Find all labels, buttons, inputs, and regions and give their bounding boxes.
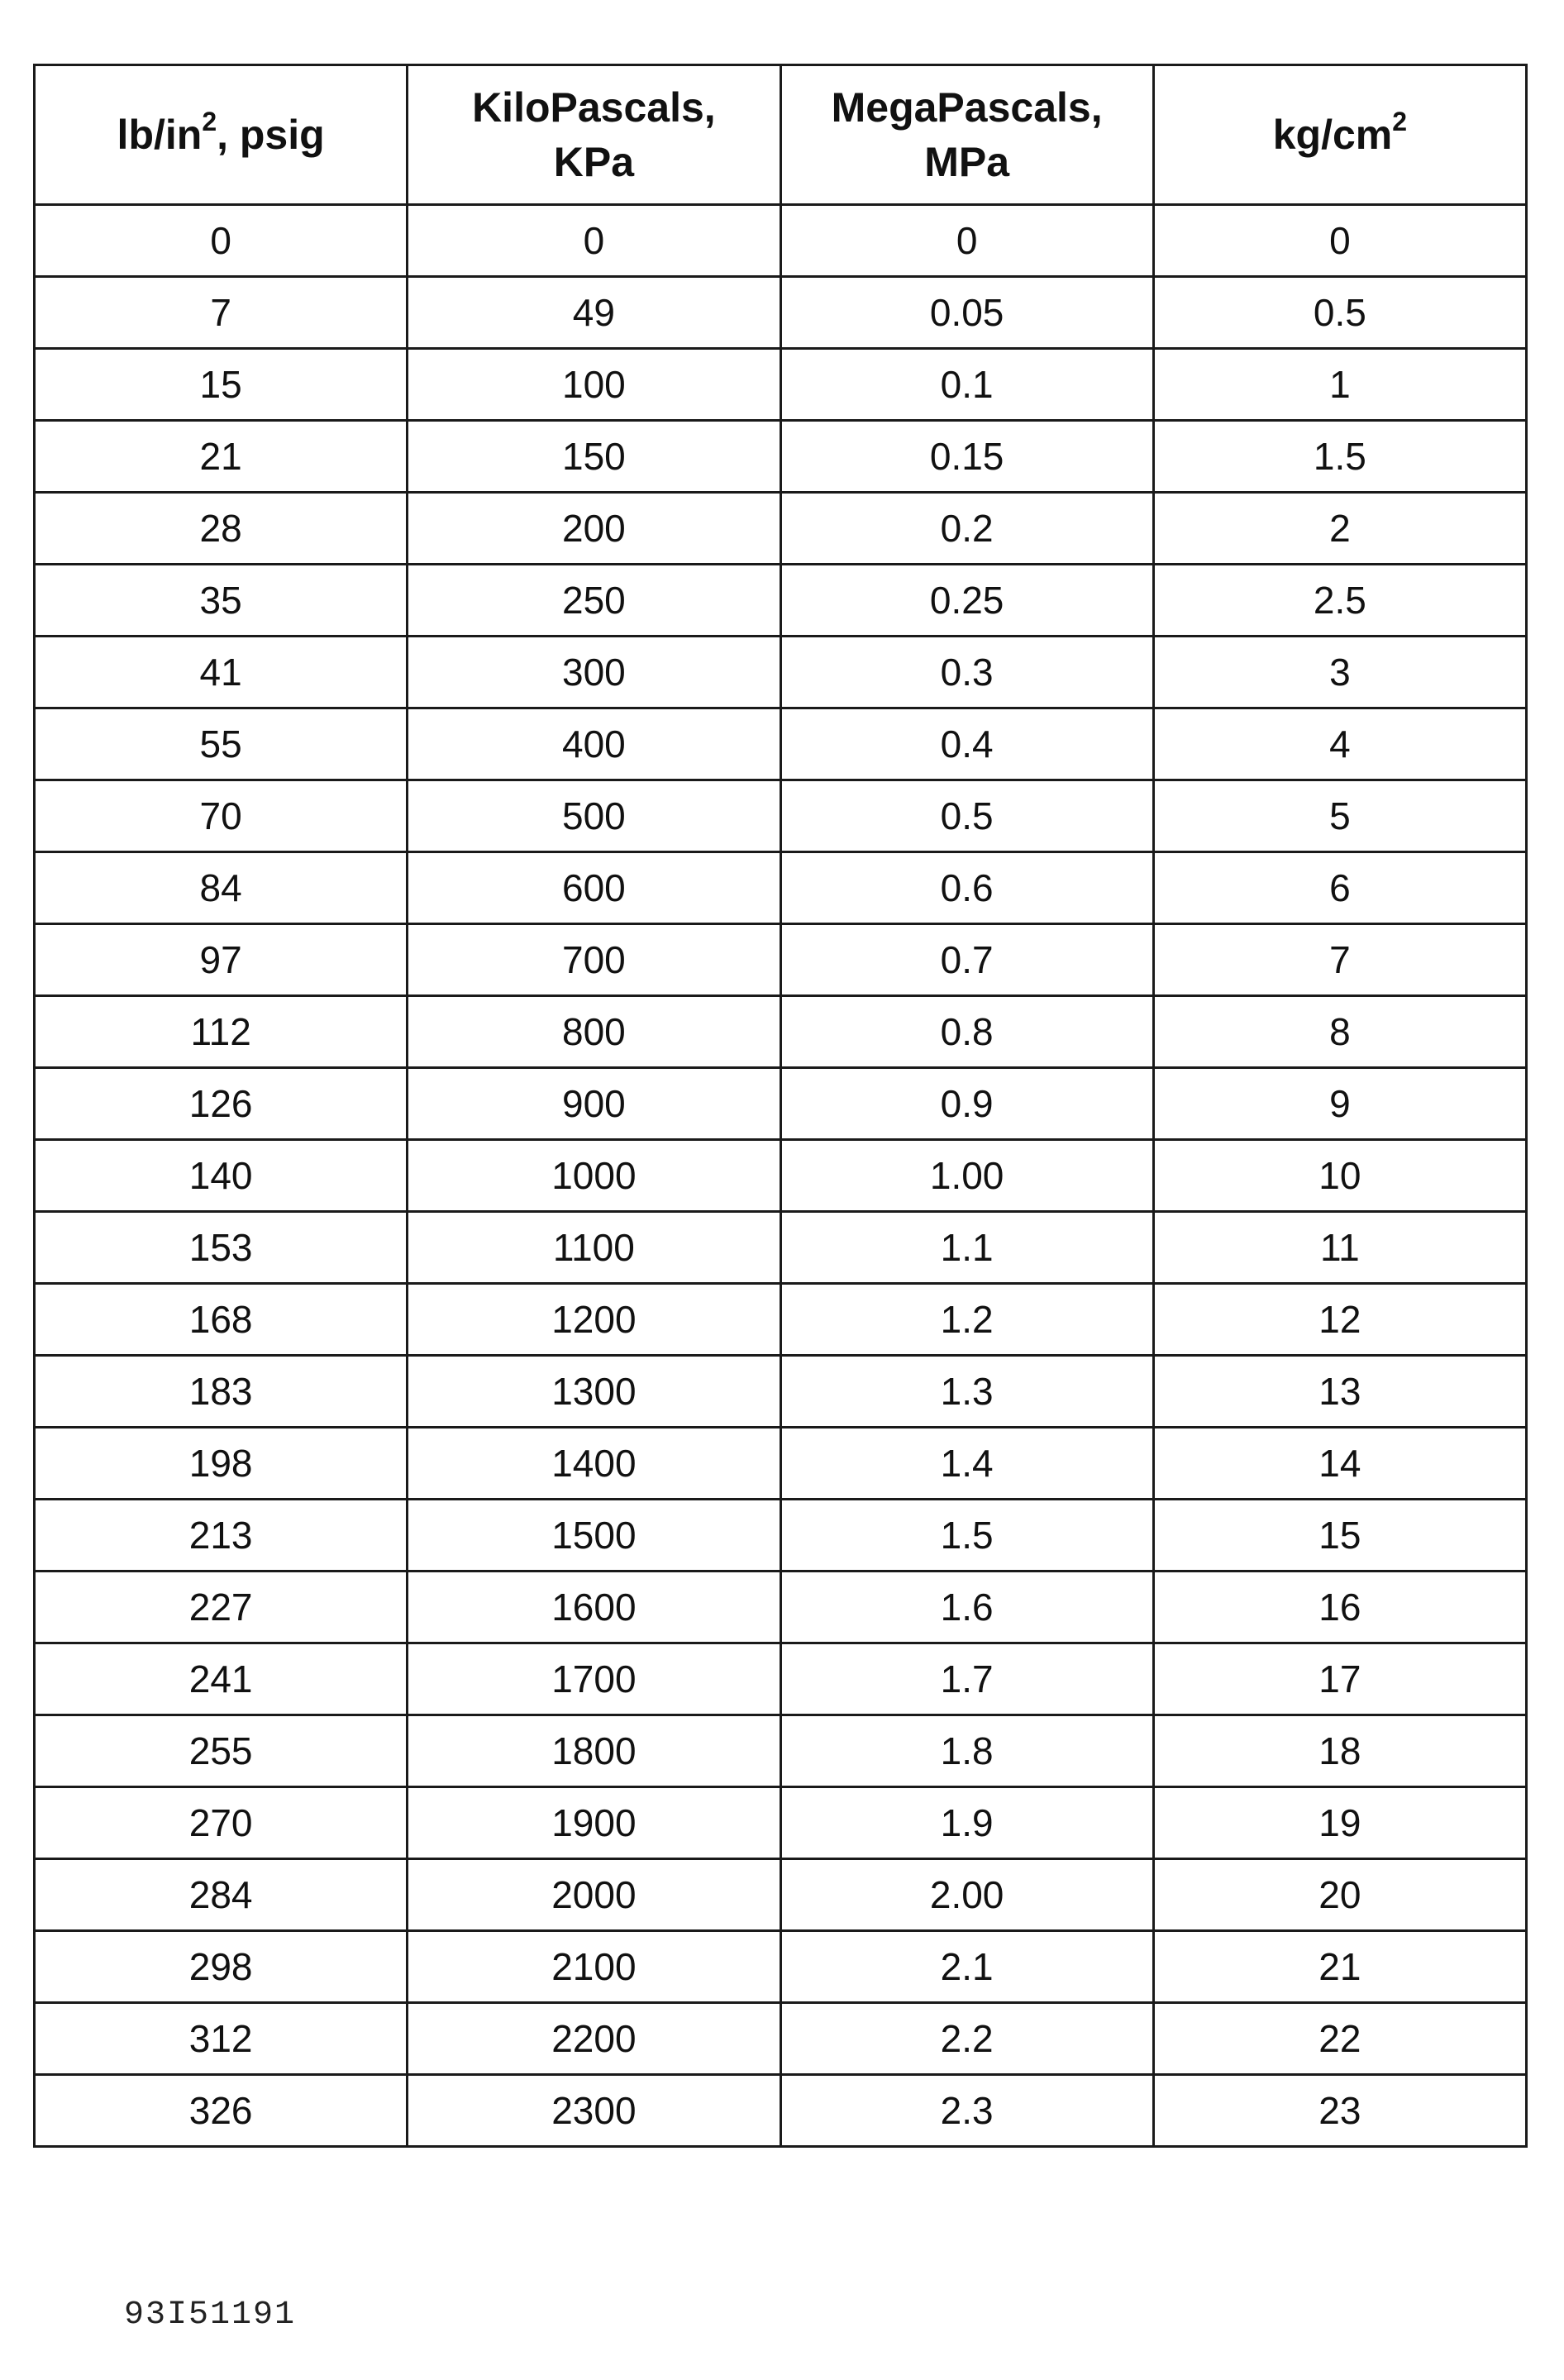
mpa-cell: 0.1 [780, 349, 1153, 421]
psig-cell: 84 [35, 852, 408, 924]
kgcm2-cell: 8 [1153, 996, 1526, 1068]
psig-cell: 312 [35, 2003, 408, 2075]
table-row [35, 565, 1527, 637]
kpa-cell: 1000 [408, 1140, 780, 1212]
kpa-cell: 100 [408, 349, 780, 421]
kpa-cell: 49 [408, 277, 780, 349]
psig-cell: 153 [35, 1212, 408, 1284]
psig-cell: 70 [35, 780, 408, 852]
header-kgcm2-superscript: 2 [1392, 107, 1408, 136]
header-kgcm2 [1153, 65, 1526, 205]
mpa-cell: 0.5 [780, 780, 1153, 852]
mpa-cell: 0.05 [780, 277, 1153, 349]
kpa-cell: 900 [408, 1068, 780, 1140]
table-header [35, 65, 1527, 205]
mpa-cell: 2.3 [780, 2075, 1153, 2147]
table-row [35, 780, 1527, 852]
kgcm2-cell: 6 [1153, 852, 1526, 924]
mpa-cell: 0.7 [780, 924, 1153, 996]
table-row [35, 924, 1527, 996]
table-row [35, 349, 1527, 421]
kgcm2-cell: 15 [1153, 1500, 1526, 1572]
kpa-cell: 700 [408, 924, 780, 996]
mpa-cell: 0.6 [780, 852, 1153, 924]
kgcm2-cell: 11 [1153, 1212, 1526, 1284]
kpa-cell: 2100 [408, 1931, 780, 2003]
kpa-cell: 1100 [408, 1212, 780, 1284]
mpa-cell: 1.1 [780, 1212, 1153, 1284]
header-kgcm2-unit: kg/cm [1272, 112, 1393, 158]
table-row [35, 1859, 1527, 1931]
table-row [35, 1140, 1527, 1212]
kgcm2-cell: 16 [1153, 1572, 1526, 1643]
psig-cell: 326 [35, 2075, 408, 2147]
header-megapascals [780, 65, 1153, 205]
kpa-cell: 1900 [408, 1787, 780, 1859]
kgcm2-cell: 14 [1153, 1428, 1526, 1500]
kgcm2-cell: 5 [1153, 780, 1526, 852]
table-row [35, 205, 1527, 277]
psig-cell: 28 [35, 493, 408, 565]
psig-cell: 255 [35, 1715, 408, 1787]
kpa-cell: 1700 [408, 1643, 780, 1715]
kpa-cell: 250 [408, 565, 780, 637]
table-row [35, 2075, 1527, 2147]
table-row [35, 1931, 1527, 2003]
kpa-cell: 500 [408, 780, 780, 852]
kpa-cell: 300 [408, 637, 780, 708]
mpa-cell: 0.4 [780, 708, 1153, 780]
table-row [35, 1715, 1527, 1787]
mpa-cell: 0.15 [780, 421, 1153, 493]
kgcm2-cell: 7 [1153, 924, 1526, 996]
table-row [35, 1212, 1527, 1284]
mpa-cell: 1.3 [780, 1356, 1153, 1428]
table-row [35, 1643, 1527, 1715]
kpa-cell: 200 [408, 493, 780, 565]
kgcm2-cell: 12 [1153, 1284, 1526, 1356]
kgcm2-cell: 22 [1153, 2003, 1526, 2075]
kgcm2-cell: 13 [1153, 1356, 1526, 1428]
mpa-cell: 1.6 [780, 1572, 1153, 1643]
kpa-cell: 1500 [408, 1500, 780, 1572]
table-row [35, 1284, 1527, 1356]
header-row [35, 65, 1527, 205]
header-psig [35, 65, 408, 205]
psig-cell: 55 [35, 708, 408, 780]
kpa-cell: 2000 [408, 1859, 780, 1931]
kpa-cell: 400 [408, 708, 780, 780]
header-kilopascals-line2: KPa [553, 139, 634, 185]
mpa-cell: 1.7 [780, 1643, 1153, 1715]
kpa-cell: 800 [408, 996, 780, 1068]
mpa-cell: 2.2 [780, 2003, 1153, 2075]
psig-cell: 21 [35, 421, 408, 493]
header-megapascals-line1: MegaPascals, [831, 84, 1103, 131]
mpa-cell: 1.9 [780, 1787, 1153, 1859]
header-psig-suffix: , psig [217, 112, 325, 158]
kgcm2-cell: 20 [1153, 1859, 1526, 1931]
psig-cell: 213 [35, 1500, 408, 1572]
psig-cell: 270 [35, 1787, 408, 1859]
table-row [35, 1356, 1527, 1428]
mpa-cell: 1.8 [780, 1715, 1153, 1787]
mpa-cell: 0 [780, 205, 1153, 277]
mpa-cell: 0.2 [780, 493, 1153, 565]
mpa-cell: 2.00 [780, 1859, 1153, 1931]
mpa-cell: 1.2 [780, 1284, 1153, 1356]
kpa-cell: 2300 [408, 2075, 780, 2147]
header-psig-unit: lb/in [117, 112, 203, 158]
kpa-cell: 1800 [408, 1715, 780, 1787]
psig-cell: 168 [35, 1284, 408, 1356]
table-row [35, 852, 1527, 924]
table-row [35, 493, 1527, 565]
mpa-cell: 0.3 [780, 637, 1153, 708]
psig-cell: 15 [35, 349, 408, 421]
kgcm2-cell: 18 [1153, 1715, 1526, 1787]
kpa-cell: 600 [408, 852, 780, 924]
header-kilopascals-line1: KiloPascals, [472, 84, 716, 131]
mpa-cell: 1.00 [780, 1140, 1153, 1212]
kgcm2-cell: 4 [1153, 708, 1526, 780]
document-code: 93I51191 [124, 2297, 297, 2334]
pressure-conversion-table [33, 64, 1528, 2148]
psig-cell: 97 [35, 924, 408, 996]
psig-cell: 298 [35, 1931, 408, 2003]
kpa-cell: 150 [408, 421, 780, 493]
kgcm2-cell: 1 [1153, 349, 1526, 421]
header-megapascals-line2: MPa [924, 139, 1010, 185]
table-row [35, 277, 1527, 349]
kpa-cell: 1600 [408, 1572, 780, 1643]
mpa-cell: 0.8 [780, 996, 1153, 1068]
kgcm2-cell: 23 [1153, 2075, 1526, 2147]
psig-cell: 41 [35, 637, 408, 708]
kpa-cell: 0 [408, 205, 780, 277]
table-row [35, 1787, 1527, 1859]
kgcm2-cell: 2.5 [1153, 565, 1526, 637]
kgcm2-cell: 0 [1153, 205, 1526, 277]
psig-cell: 241 [35, 1643, 408, 1715]
header-psig-superscript: 2 [202, 107, 217, 136]
kgcm2-cell: 2 [1153, 493, 1526, 565]
kgcm2-cell: 0.5 [1153, 277, 1526, 349]
table-row [35, 2003, 1527, 2075]
psig-cell: 198 [35, 1428, 408, 1500]
psig-cell: 140 [35, 1140, 408, 1212]
mpa-cell: 0.9 [780, 1068, 1153, 1140]
psig-cell: 0 [35, 205, 408, 277]
kgcm2-cell: 10 [1153, 1140, 1526, 1212]
psig-cell: 35 [35, 565, 408, 637]
table-body [35, 205, 1527, 2147]
kgcm2-cell: 3 [1153, 637, 1526, 708]
table-row [35, 996, 1527, 1068]
psig-cell: 126 [35, 1068, 408, 1140]
mpa-cell: 1.5 [780, 1500, 1153, 1572]
table-row [35, 708, 1527, 780]
kgcm2-cell: 19 [1153, 1787, 1526, 1859]
psig-cell: 112 [35, 996, 408, 1068]
psig-cell: 284 [35, 1859, 408, 1931]
table-row [35, 637, 1527, 708]
kpa-cell: 1300 [408, 1356, 780, 1428]
kgcm2-cell: 9 [1153, 1068, 1526, 1140]
table-row [35, 1572, 1527, 1643]
table-row [35, 1428, 1527, 1500]
mpa-cell: 0.25 [780, 565, 1153, 637]
psig-cell: 7 [35, 277, 408, 349]
kgcm2-cell: 1.5 [1153, 421, 1526, 493]
mpa-cell: 2.1 [780, 1931, 1153, 2003]
header-kilopascals [408, 65, 780, 205]
kgcm2-cell: 21 [1153, 1931, 1526, 2003]
kpa-cell: 1400 [408, 1428, 780, 1500]
kpa-cell: 1200 [408, 1284, 780, 1356]
kpa-cell: 2200 [408, 2003, 780, 2075]
table-row [35, 1500, 1527, 1572]
table-row [35, 421, 1527, 493]
psig-cell: 227 [35, 1572, 408, 1643]
kgcm2-cell: 17 [1153, 1643, 1526, 1715]
psig-cell: 183 [35, 1356, 408, 1428]
mpa-cell: 1.4 [780, 1428, 1153, 1500]
table-row [35, 1068, 1527, 1140]
